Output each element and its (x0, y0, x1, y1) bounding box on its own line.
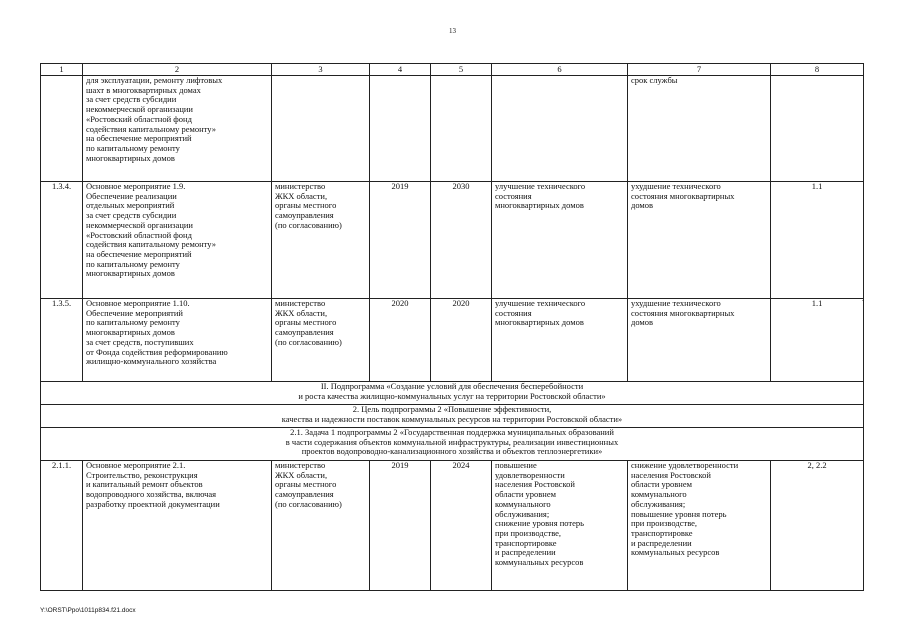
page-number: 13 (449, 27, 456, 35)
executor (272, 76, 370, 182)
executor: министерство ЖКХ области, органы местного самоуправления (по согласованию) (272, 182, 370, 299)
indicator-link: 2, 2.2 (771, 461, 864, 591)
end-year: 2024 (431, 461, 492, 591)
column-header: 6 (492, 64, 628, 76)
column-header: 5 (431, 64, 492, 76)
column-header: 1 (41, 64, 83, 76)
table-row (41, 299, 864, 382)
subprogram-task: 2.1. Задача 1 подпрограммы 2 «Государственная поддержка муниципальных образований в части содержания объектов коммунальной инфраструктуры, реализации инвестиционных проектов водопроводно-канализационного хозяйства и объектов теплоэнергетики» (41, 428, 864, 461)
indicator-link: 1.1 (771, 299, 864, 382)
column-number-row (41, 64, 864, 76)
column-header: 8 (771, 64, 864, 76)
start-year (370, 76, 431, 182)
row-number: 1.3.4. (41, 182, 83, 299)
expected-result: улучшение технического состояния многоквартирных домов (492, 182, 628, 299)
executor: министерство ЖКХ области, органы местного самоуправления (по согласованию) (272, 461, 370, 591)
executor: министерство ЖКХ области, органы местного самоуправления (по согласованию) (272, 299, 370, 382)
subprogram-goal: 2. Цель подпрограммы 2 «Повышение эффективности, качества и надежности поставок коммунальных ресурсов на территории Ростовской области» (41, 405, 864, 428)
non-implementation-consequence: срок службы (628, 76, 771, 182)
end-year (431, 76, 492, 182)
indicator-link: 1.1 (771, 182, 864, 299)
table-row (41, 182, 864, 299)
start-year: 2019 (370, 461, 431, 591)
column-header: 2 (83, 64, 272, 76)
start-year: 2019 (370, 182, 431, 299)
column-header: 3 (272, 64, 370, 76)
section-row (41, 428, 864, 461)
column-header: 4 (370, 64, 431, 76)
program-activities-table (40, 63, 864, 591)
section-row (41, 382, 864, 405)
edge-mark: - (862, 298, 864, 304)
activity-name: Основное мероприятие 1.10. Обеспечение мероприятий по капитальному ремонту многоквартирных домов за счет средств, поступивших от Фонда содействия реформированию жилищно-коммунального хозяйства (83, 299, 272, 382)
non-implementation-consequence: ухудшение технического состояния многоквартирных домов (628, 182, 771, 299)
row-number (41, 76, 83, 182)
column-header: 7 (628, 64, 771, 76)
non-implementation-consequence: снижение удовлетворенности населения Ростовской области уровнем коммунального обслуживания; повышение уровня потерь при производстве, транспортировке и распределении коммунальных ресурсов (628, 461, 771, 591)
expected-result (492, 76, 628, 182)
non-implementation-consequence: ухудшение технического состояния многоквартирных домов (628, 299, 771, 382)
indicator-link (771, 76, 864, 182)
activity-name: для эксплуатации, ремонту лифтовых шахт в многоквартирных домах за счет средств субсидии некоммерческой организации «Ростовский областной фонд содействия капитальному ремонту» на обеспечение мероприятий по капитальному ремонту многоквартирных домов (83, 76, 272, 182)
table-row (41, 76, 864, 182)
file-path-footer: Y:\ORST\Ppo\1011p834.f21.docx (40, 607, 136, 614)
end-year: 2020 (431, 299, 492, 382)
activity-name: Основное мероприятие 2.1. Строительство, реконструкция и капитальный ремонт объектов водопроводного хозяйства, включая разработку проектной документации (83, 461, 272, 591)
table-row (41, 461, 864, 591)
section-row (41, 405, 864, 428)
end-year: 2030 (431, 182, 492, 299)
row-number: 1.3.5. (41, 299, 83, 382)
expected-result: улучшение технического состояния многоквартирных домов (492, 299, 628, 382)
row-number: 2.1.1. (41, 461, 83, 591)
activity-name: Основное мероприятие 1.9. Обеспечение реализации отдельных мероприятий за счет средств субсидии некоммерческой организации «Ростовский областной фонд содействия капитальному ремонту» на обеспечение мероприятий по капитальному ремонту многоквартирных домов (83, 182, 272, 299)
subprogram-title: II. Подпрограмма «Создание условий для обеспечения бесперебойности и роста качества жилищно-коммунальных услуг на территории Ростовской области» (41, 382, 864, 405)
start-year: 2020 (370, 299, 431, 382)
expected-result: повышение удовлетворенности населения Ростовской области уровнем коммунального обслуживания; снижение уровня потерь при производстве, транспортировке и распределении коммунальных ресурсов (492, 461, 628, 591)
